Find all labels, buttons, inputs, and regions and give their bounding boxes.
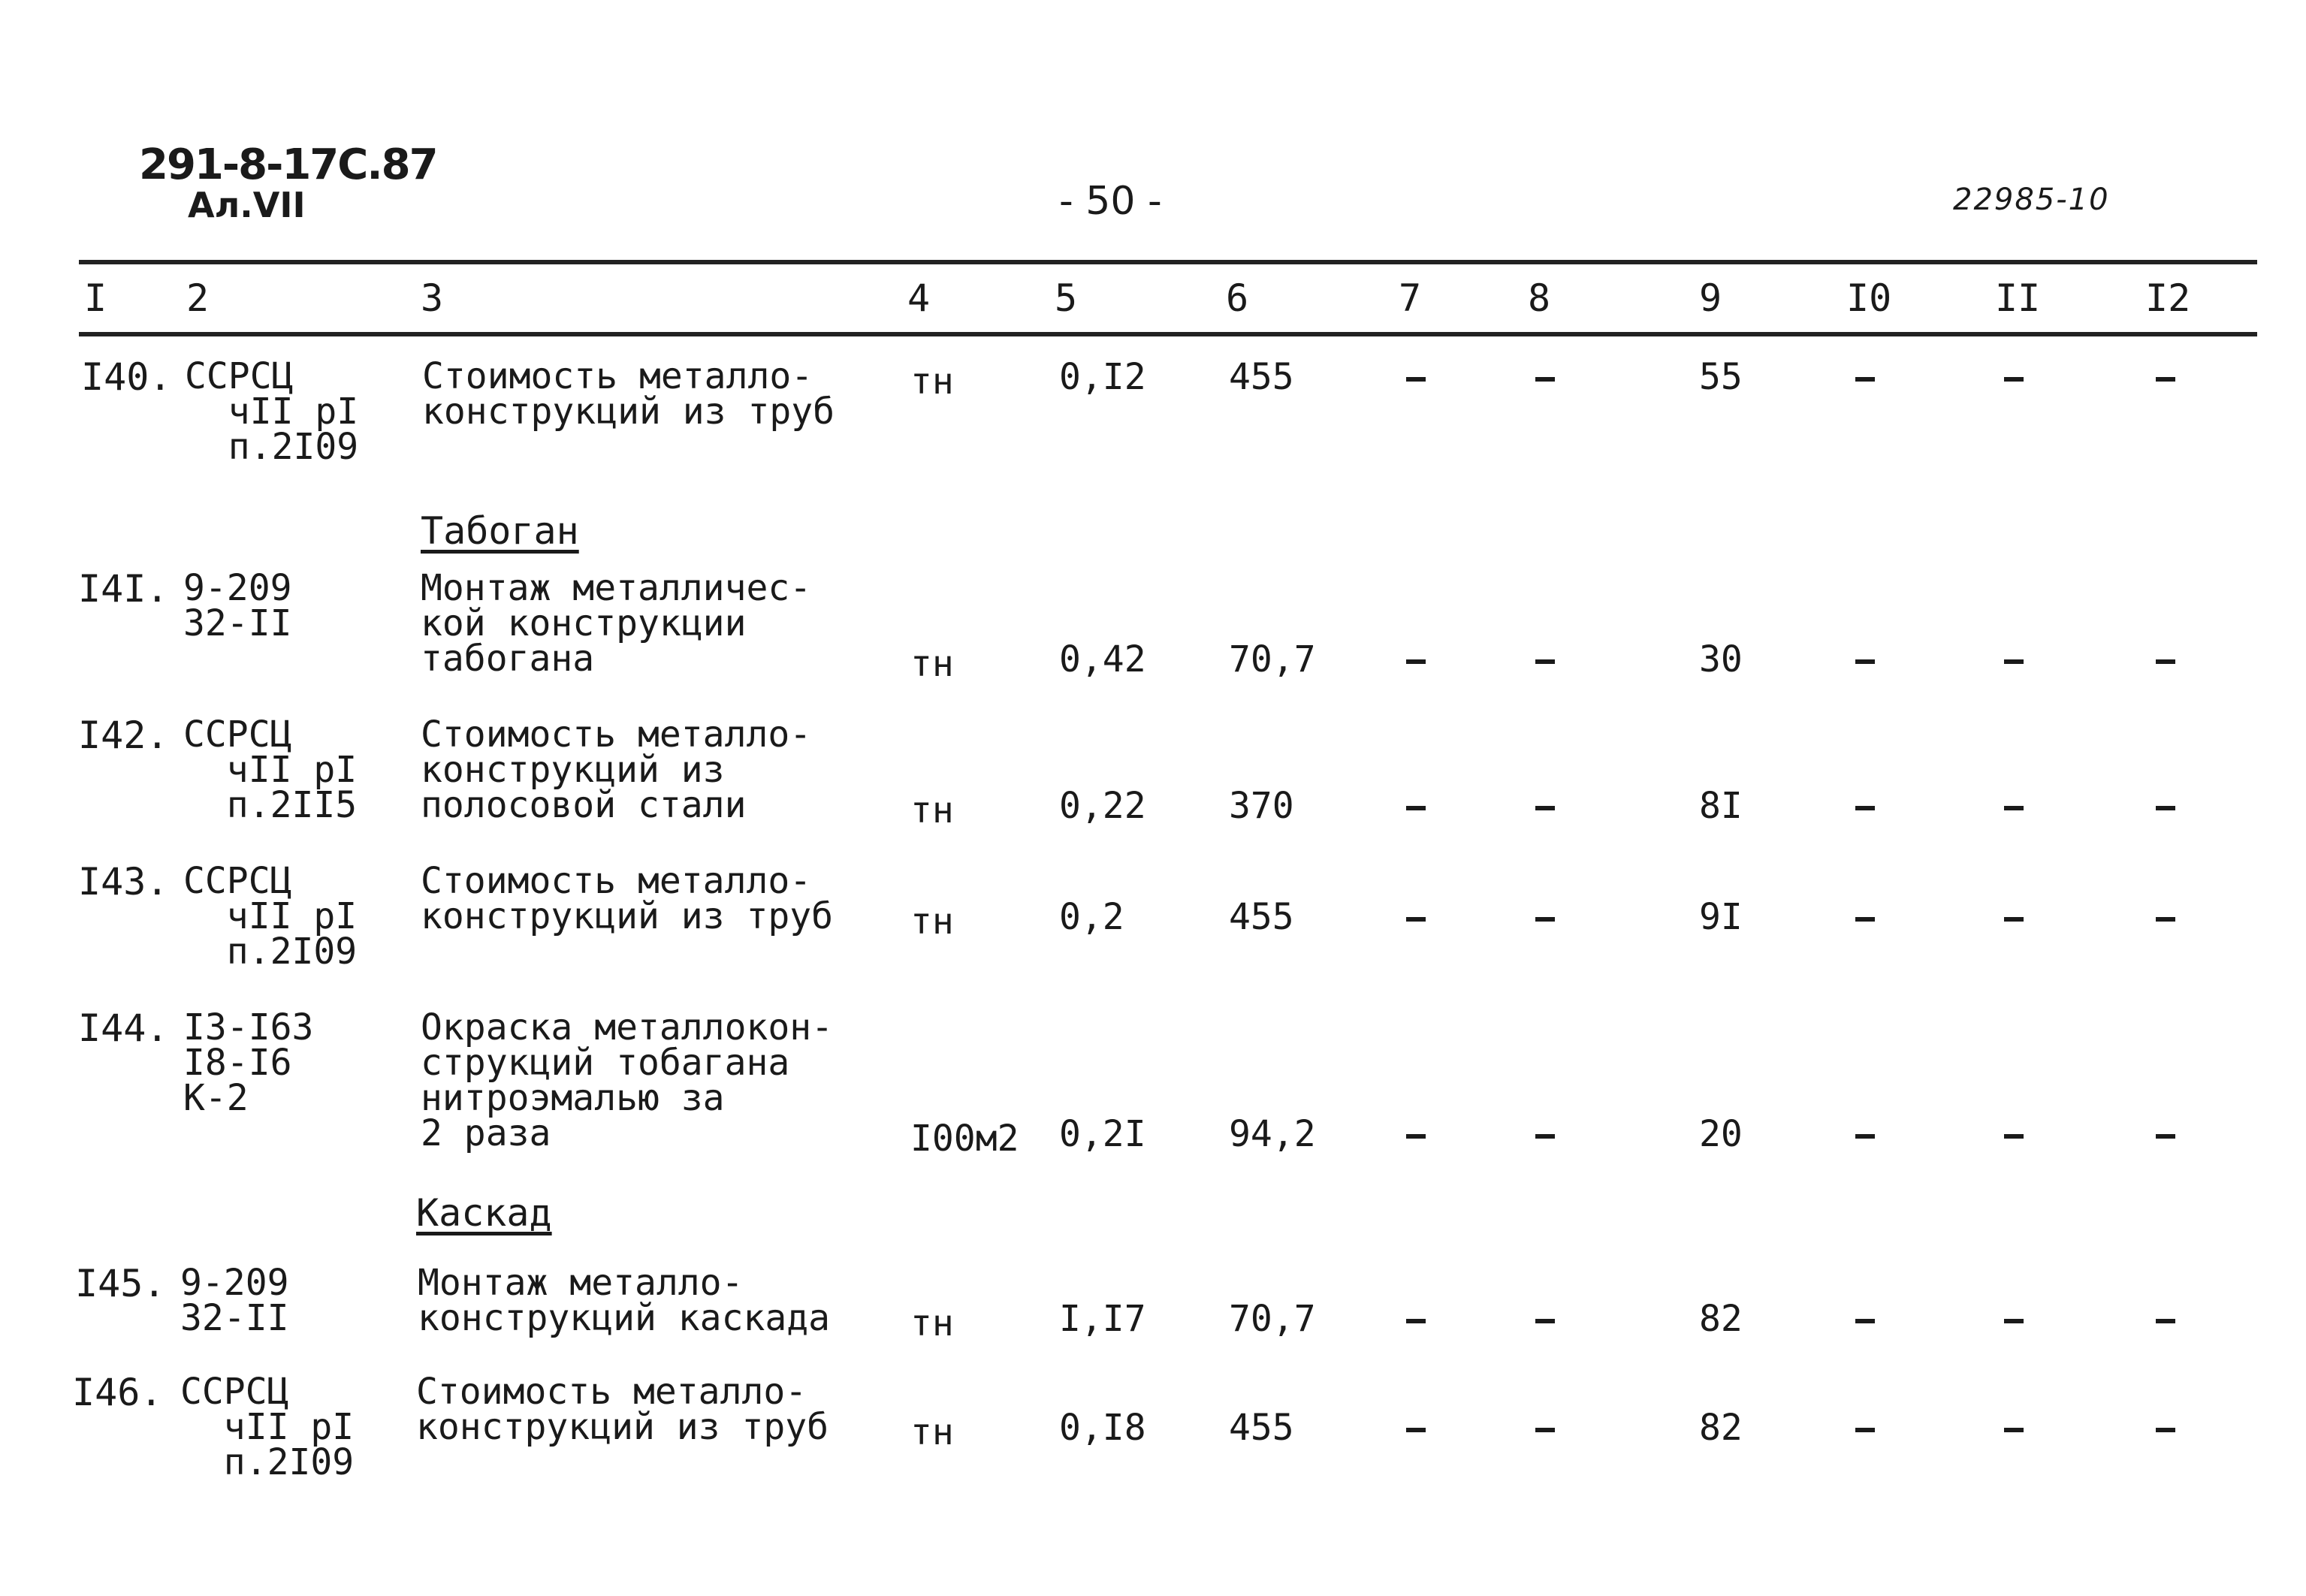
dash-c12: [2156, 1134, 2175, 1139]
norm-code-line: чII рI: [185, 391, 359, 433]
dash-c8: [1535, 377, 1555, 382]
dash-c12: [2156, 1319, 2175, 1323]
section-heading-cascade: Каскад: [416, 1191, 552, 1235]
unit-price-cell: 370: [1229, 785, 1294, 827]
table-top-rule: [79, 260, 2257, 264]
unit-cell: тн: [910, 1411, 954, 1453]
column-header-5: 5: [1055, 276, 1078, 320]
row-number: I4I.: [78, 567, 169, 611]
dash-c10: [1855, 917, 1875, 922]
work-description-line: кой конструкции: [421, 602, 747, 644]
norm-code-line: ССРСЦ: [183, 714, 292, 756]
unit-price-cell: 455: [1229, 1407, 1294, 1449]
work-description-line: конструкций каскада: [418, 1297, 831, 1339]
work-description-line: Стоимость металло-: [422, 355, 813, 397]
column-header-4: 4: [907, 276, 931, 320]
row-number: I42.: [78, 714, 169, 757]
dash-c8: [1535, 1134, 1555, 1139]
unit-cell: тн: [910, 1302, 954, 1344]
quantity-cell: 0,I8: [1059, 1407, 1146, 1449]
work-description-line: конструкций из труб: [422, 391, 835, 433]
norm-code-line: ССРСЦ: [180, 1371, 289, 1413]
section-heading-taboggan: Табоган: [421, 509, 579, 553]
dash-c11: [2004, 1428, 2024, 1432]
column-header-3: 3: [421, 276, 444, 320]
norm-code-line: п.2I09: [180, 1441, 355, 1483]
dash-c11: [2004, 377, 2024, 382]
dash-c8: [1535, 806, 1555, 810]
column-header-1: I: [84, 276, 107, 320]
work-description-line: нитроэмалью за: [421, 1077, 725, 1119]
column-header-9: 9: [1699, 276, 1722, 320]
dash-c12: [2156, 377, 2175, 382]
dash-c7: [1406, 806, 1426, 810]
norm-code-line: 32-II: [183, 602, 292, 644]
dash-c7: [1406, 1428, 1426, 1432]
work-description-line: полосовой стали: [421, 784, 747, 826]
norm-code-line: I3-I63: [183, 1006, 314, 1048]
document-code: 291-8-17С.87: [139, 140, 437, 189]
dash-c8: [1535, 659, 1555, 664]
column-9-cell: 82: [1699, 1407, 1743, 1449]
unit-cell: тн: [910, 361, 954, 403]
work-description-line: струкций тобагана: [421, 1042, 790, 1084]
norm-code-line: п.2I09: [183, 931, 358, 973]
quantity-cell: 0,22: [1059, 785, 1146, 827]
column-9-cell: 30: [1699, 638, 1743, 680]
dash-c12: [2156, 806, 2175, 810]
dash-c7: [1406, 659, 1426, 664]
dash-c11: [2004, 806, 2024, 810]
work-description-line: конструкций из труб: [421, 895, 834, 937]
work-description-line: 2 раза: [421, 1112, 551, 1154]
quantity-cell: I,I7: [1059, 1298, 1146, 1340]
row-number: I45.: [75, 1262, 166, 1305]
dash-c12: [2156, 659, 2175, 664]
column-header-10: I0: [1846, 276, 1892, 320]
work-description-line: табогана: [421, 638, 595, 680]
unit-price-cell: 455: [1229, 896, 1294, 938]
norm-code-line: I8-I6: [183, 1042, 292, 1084]
dash-c10: [1855, 806, 1875, 810]
row-number: I46.: [72, 1371, 163, 1414]
dash-c10: [1855, 1428, 1875, 1432]
norm-code-line: чII рI: [183, 749, 358, 791]
quantity-cell: 0,I2: [1059, 356, 1146, 398]
column-9-cell: 20: [1699, 1113, 1743, 1155]
table-header-rule: [79, 332, 2257, 336]
row-number: I43.: [78, 860, 169, 904]
norm-code-line: К-2: [183, 1077, 249, 1119]
column-9-cell: 8I: [1699, 785, 1743, 827]
dash-c7: [1406, 917, 1426, 922]
work-description-line: Окраска металлокон-: [421, 1006, 834, 1048]
dash-c11: [2004, 1134, 2024, 1139]
work-description-line: конструкций из: [421, 749, 725, 791]
column-header-11: II: [1995, 276, 2041, 320]
norm-code-line: п.2II5: [183, 784, 358, 826]
dash-c11: [2004, 1319, 2024, 1323]
quantity-cell: 0,42: [1059, 638, 1146, 680]
quantity-cell: 0,2: [1059, 896, 1124, 938]
page-number: - 50 -: [1059, 179, 1162, 224]
column-header-6: 6: [1226, 276, 1249, 320]
unit-price-cell: 70,7: [1229, 1298, 1316, 1340]
norm-code-line: чII рI: [183, 895, 358, 937]
dash-c7: [1406, 377, 1426, 382]
column-header-8: 8: [1528, 276, 1551, 320]
column-9-cell: 55: [1699, 356, 1743, 398]
norm-code-line: 9-209: [180, 1262, 289, 1304]
unit-price-cell: 455: [1229, 356, 1294, 398]
norm-code-line: ССРСЦ: [185, 355, 294, 397]
unit-cell: тн: [910, 789, 954, 831]
row-number: I44.: [78, 1006, 169, 1050]
dash-c8: [1535, 917, 1555, 922]
dash-c10: [1855, 1134, 1875, 1139]
column-header-7: 7: [1399, 276, 1422, 320]
dash-c11: [2004, 659, 2024, 664]
column-9-cell: 82: [1699, 1298, 1743, 1340]
norm-code-line: ССРСЦ: [183, 860, 292, 902]
dash-c7: [1406, 1134, 1426, 1139]
dash-c8: [1535, 1319, 1555, 1323]
quantity-cell: 0,2I: [1059, 1113, 1146, 1155]
dash-c10: [1855, 377, 1875, 382]
work-description-line: Стоимость металло-: [421, 714, 812, 756]
unit-price-cell: 70,7: [1229, 638, 1316, 680]
dash-c10: [1855, 1319, 1875, 1323]
column-9-cell: 9I: [1699, 896, 1743, 938]
work-description-line: Стоимость металло-: [416, 1371, 807, 1413]
inventory-number: 22985-10: [1953, 183, 2110, 217]
unit-price-cell: 94,2: [1229, 1113, 1316, 1155]
work-description-line: Монтаж металло-: [418, 1262, 744, 1304]
dash-c7: [1406, 1319, 1426, 1323]
dash-c12: [2156, 1428, 2175, 1432]
unit-cell: тн: [910, 643, 954, 685]
norm-code-line: 32-II: [180, 1297, 289, 1339]
work-description-line: Монтаж металличес-: [421, 567, 812, 609]
column-header-2: 2: [186, 276, 210, 320]
column-header-12: I2: [2145, 276, 2191, 320]
norm-code-line: п.2I09: [185, 426, 359, 468]
unit-cell: тн: [910, 901, 954, 943]
dash-c10: [1855, 659, 1875, 664]
norm-code-line: чII рI: [180, 1406, 355, 1448]
work-description-line: Стоимость металло-: [421, 860, 812, 902]
dash-c11: [2004, 917, 2024, 922]
dash-c8: [1535, 1428, 1555, 1432]
norm-code-line: 9-209: [183, 567, 292, 609]
album-label: Ал.VII: [188, 185, 306, 225]
unit-cell: I00м2: [910, 1118, 1019, 1160]
row-number: I40.: [81, 355, 172, 399]
dash-c12: [2156, 917, 2175, 922]
work-description-line: конструкций из труб: [416, 1406, 829, 1448]
